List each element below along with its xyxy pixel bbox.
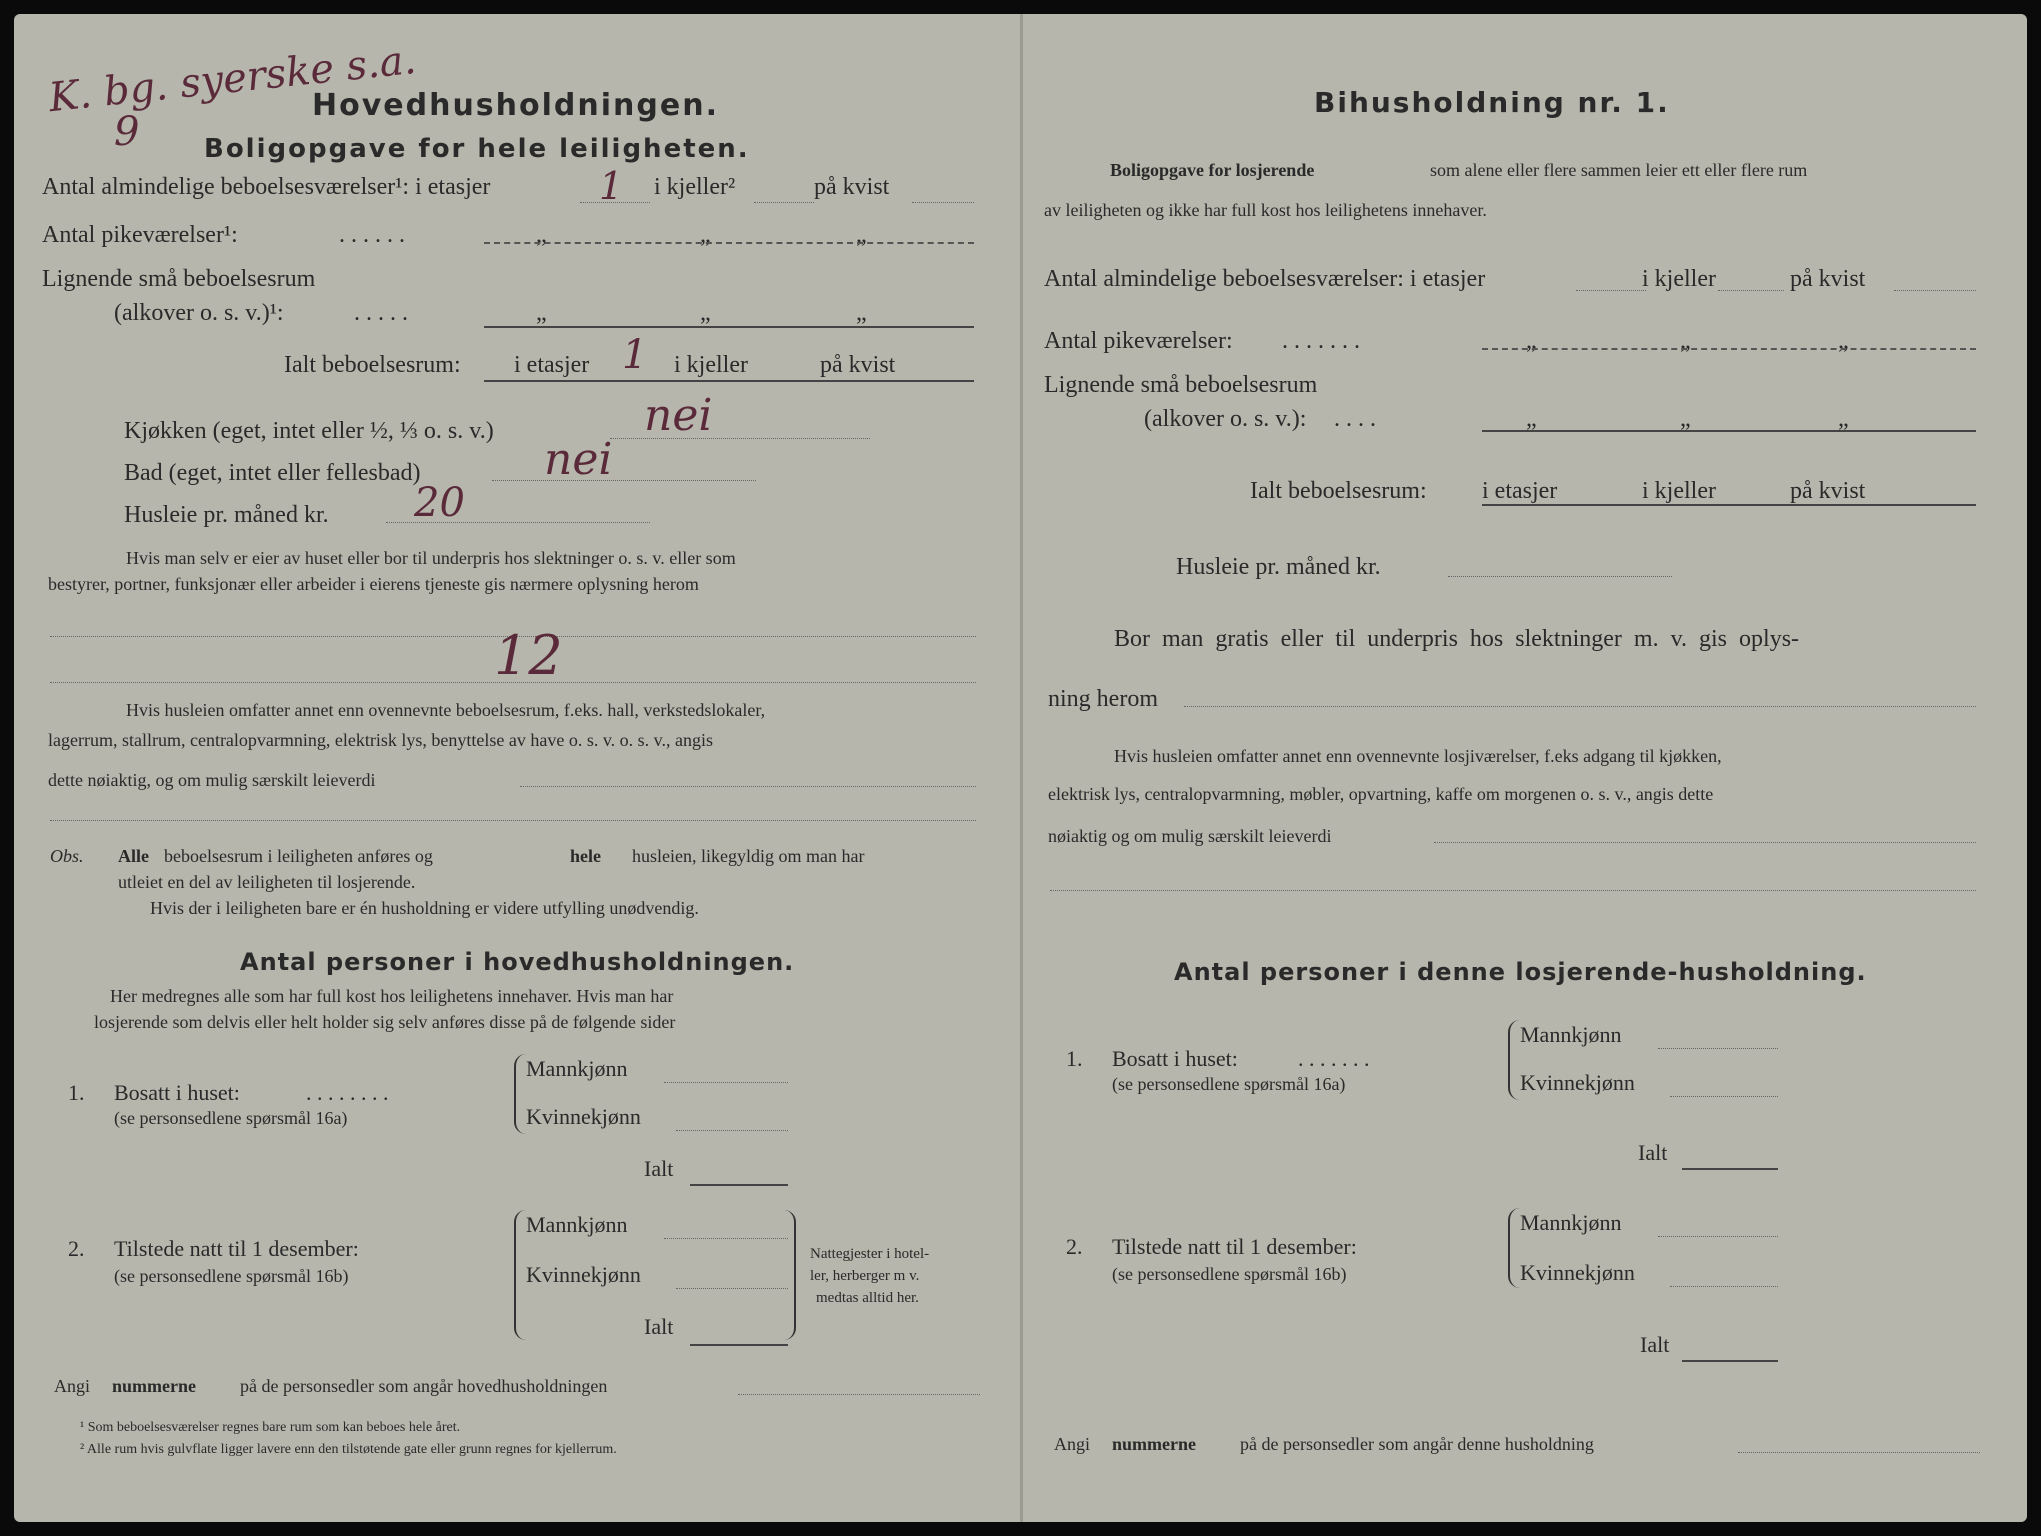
angi-field[interactable] — [738, 1394, 980, 1395]
kjokken-field[interactable] — [610, 438, 870, 439]
obs-label: Obs. — [50, 846, 84, 866]
r-row-pikevaerelser-label: Antal pikeværelser: — [1044, 328, 1233, 354]
ditto-mark: „ — [536, 222, 547, 248]
kjokken-label: Kjøkken (eget, intet eller ½, ⅓ o. s. v.) — [124, 418, 494, 444]
r-husleie-omfatter-line: nøiaktig og om mulig særskilt leieverdi — [1048, 826, 1332, 846]
leieverdi-field[interactable] — [520, 786, 976, 787]
r-ialt-etasjer-label: i etasjer — [1482, 478, 1558, 504]
r-q1-number: 1. — [1066, 1046, 1083, 1071]
angi-text: på de personsedler som angår hovedhusholdningen — [240, 1376, 608, 1396]
r-q1-brace — [1508, 1020, 1520, 1100]
r-q2-kvinne-field[interactable] — [1670, 1286, 1778, 1287]
q1-brace — [514, 1054, 526, 1134]
ditto-mark: „ — [700, 222, 711, 248]
obs-text: utleiet en del av leiligheten til losjerende. — [118, 872, 416, 892]
q1-ialt-label: Ialt — [644, 1156, 674, 1181]
ditto-mark: „ — [700, 300, 711, 326]
ialt-etasjer-value: 1 — [622, 332, 648, 378]
husleie-omfatter-line: dette nøiaktig, og om mulig særskilt leieverdi — [48, 770, 376, 790]
alkover-field[interactable] — [484, 326, 974, 328]
ialt-etasjer-label: i etasjer — [514, 352, 590, 378]
obs-alle: Alle — [118, 846, 149, 866]
bihusholdning-title: Bihusholdning nr. 1. — [1314, 86, 1670, 119]
row-alkover-label: (alkover o. s. v.)¹: — [114, 300, 284, 326]
page-title: Hovedhusholdningen. — [312, 88, 719, 123]
ialt-beboelsesrum-label: Ialt beboelsesrum: — [284, 352, 461, 378]
ditto-mark: „ — [1680, 406, 1691, 432]
ditto-mark: „ — [1838, 328, 1849, 354]
r-husleie-field[interactable] — [1448, 576, 1672, 577]
r-kvist-label: på kvist — [1790, 266, 1866, 292]
nattegjester-note: medtas alltid her. — [816, 1290, 919, 1306]
intro-bold: Boligopgave for losjerende — [1110, 160, 1315, 180]
nattegjester-note: Nattegjester i hotel- — [810, 1246, 930, 1262]
kvist-field[interactable] — [912, 202, 974, 203]
nattegjester-brace — [784, 1210, 796, 1340]
kjeller-field[interactable] — [754, 202, 814, 203]
q1-sub: (se personsedlene spørsmål 16a) — [114, 1108, 348, 1128]
page-fold — [1020, 14, 1023, 1522]
antal-text: Her medregnes alle som har full kost hos leilighetens innehaver. Hvis man har — [110, 986, 674, 1006]
husleie-omfatter-line: lagerrum, stallrum, centralopvarmning, elektrisk lys, benyttelse av have o. s. v. o. s. v., angis — [48, 730, 714, 750]
q1-mann-field[interactable] — [664, 1082, 788, 1083]
eier-paragraph-line: Hvis man selv er eier av huset eller bor til underpris hos slektninger o. s. v. eller som — [126, 548, 736, 568]
ialt-field[interactable] — [484, 380, 974, 382]
r-ialt-kvist-label: på kvist — [1790, 478, 1866, 504]
r-husleie-omfatter-line: Hvis husleien omfatter annet enn ovennevnte losjiværelser, f.eks adgang til kjøkken, — [1114, 746, 1722, 766]
ditto-mark: „ — [856, 222, 867, 248]
r-row-lignende-label: Lignende små beboelsesrum — [1044, 372, 1318, 398]
r-pikevaerelser-field[interactable] — [1482, 348, 1976, 350]
row-dots: . . . . . . — [339, 222, 405, 248]
obs-text: Hvis der i leiligheten bare er én husholdning er videre utfylling unødvendig. — [150, 898, 699, 918]
r-q2-brace — [1508, 1208, 1520, 1288]
q2-mann-label: Mannkjønn — [526, 1212, 628, 1237]
r-kvist-field[interactable] — [1894, 290, 1976, 291]
intro-text: av leiligheten og ikke har full kost hos leilighetens innehaver. — [1044, 200, 1487, 220]
r-q1-mann-field[interactable] — [1658, 1048, 1778, 1049]
ditto-mark: „ — [536, 300, 547, 326]
r-kjeller-label: i kjeller — [1642, 266, 1716, 292]
r-q1-label: Bosatt i huset: — [1112, 1046, 1238, 1071]
r-husleie-label: Husleie pr. måned kr. — [1176, 554, 1381, 580]
obs-text: husleien, likegyldig om man har — [632, 846, 865, 866]
leieverdi-field-2[interactable] — [50, 820, 976, 821]
q2-kvinne-field[interactable] — [676, 1288, 788, 1289]
q2-mann-field[interactable] — [664, 1238, 788, 1239]
husleie-omfatter-line: Hvis husleien omfatter annet enn ovennevnte beboelsesrum, f.eks. hall, verkstedslokaler, — [126, 700, 766, 720]
r-q2-ialt-field[interactable] — [1682, 1360, 1778, 1362]
row-dots: . . . . . — [354, 300, 408, 326]
q2-sub: (se personsedlene spørsmål 16b) — [114, 1266, 349, 1286]
kjeller-label: i kjeller² — [654, 174, 736, 200]
q1-kvinne-label: Kvinnekjønn — [526, 1104, 641, 1129]
pikevaerelser-field[interactable] — [484, 242, 974, 244]
etasjer-value: 1 — [599, 164, 624, 208]
row-dots: . . . . — [1334, 406, 1376, 432]
handwritten-number: 9 — [114, 109, 140, 155]
r-leieverdi-field[interactable] — [1434, 842, 1976, 843]
r-kjeller-field[interactable] — [1718, 290, 1784, 291]
bor-gratis-line: Bor man gratis eller til underpris hos slektninger m. v. gis oplys- — [1114, 626, 1800, 652]
r-angi-label: Angi — [1054, 1434, 1090, 1454]
antal-personer-title: Antal personer i hovedhusholdningen. — [240, 948, 795, 976]
kjokken-value: nei — [644, 390, 713, 441]
antal-text: losjerende som delvis eller helt holder sig selv anføres disse på de følgende sider — [94, 1012, 676, 1032]
r-q1-ialt-field[interactable] — [1682, 1168, 1778, 1170]
r-angi-nummerne: nummerne — [1112, 1434, 1196, 1454]
bor-gratis-line: ning herom — [1048, 686, 1158, 712]
q1-number: 1. — [68, 1080, 85, 1105]
r-q1-kvinne-field[interactable] — [1670, 1096, 1778, 1097]
row-dots: . . . . . . . — [1282, 328, 1360, 354]
angi-label: Angi — [54, 1376, 90, 1396]
r-antal-personer-title: Antal personer i denne losjerende-husholdning. — [1174, 958, 1867, 986]
kvist-label: på kvist — [814, 174, 890, 200]
r-row-almindelige-label: Antal almindelige beboelsesværelser: i etasjer — [1044, 266, 1486, 292]
r-angi-field[interactable] — [1738, 1452, 1980, 1453]
q2-number: 2. — [68, 1236, 85, 1261]
q2-kvinne-label: Kvinnekjønn — [526, 1262, 641, 1287]
ditto-mark: „ — [1526, 328, 1537, 354]
ditto-mark: „ — [856, 300, 867, 326]
q1-label: Bosatt i huset: — [114, 1080, 240, 1105]
r-etasjer-field[interactable] — [1576, 290, 1646, 291]
ditto-mark: „ — [1838, 406, 1849, 432]
q1-mann-label: Mannkjønn — [526, 1056, 628, 1081]
bad-value: nei — [544, 434, 613, 485]
ialt-kvist-label: på kvist — [820, 352, 896, 378]
q2-ialt-label: Ialt — [644, 1314, 674, 1339]
husleie-value: 20 — [414, 480, 465, 526]
eier-field-2[interactable] — [50, 682, 976, 683]
r-q2-mann-field[interactable] — [1658, 1236, 1778, 1237]
q2-ialt-field[interactable] — [690, 1344, 788, 1346]
intro-text: som alene eller flere sammen leier ett eller flere rum — [1430, 160, 1808, 180]
row-almindelige-label: Antal almindelige beboelsesværelser¹: i etasjer — [42, 174, 491, 200]
r-q2-ialt-label: Ialt — [1640, 1332, 1670, 1357]
r-ialt-kjeller-label: i kjeller — [1642, 478, 1716, 504]
nattegjester-note: ler, herberger m v. — [810, 1268, 920, 1284]
r-q2-kvinne-label: Kvinnekjønn — [1520, 1260, 1635, 1285]
r-husleie-omfatter-line: elektrisk lys, centralopvarmning, møbler, opvartning, kaffe om morgenen o. s. v., angis dette — [1048, 784, 1714, 804]
handwritten-12: 12 — [494, 624, 563, 687]
r-q1-sub: (se personsedlene spørsmål 16a) — [1112, 1074, 1346, 1094]
q2-label: Tilstede natt til 1 desember: — [114, 1236, 359, 1261]
q1-dots: . . . . . . . . — [306, 1080, 389, 1105]
page-subtitle: Boligopgave for hele leiligheten. — [204, 134, 750, 164]
r-q1-kvinne-label: Kvinnekjønn — [1520, 1070, 1635, 1095]
r-q2-label: Tilstede natt til 1 desember: — [1112, 1234, 1357, 1259]
r-ialt-beboelsesrum-label: Ialt beboelsesrum: — [1250, 478, 1427, 504]
q2-brace — [514, 1210, 526, 1340]
footnote-1: ¹ Som beboelsesværelser regnes bare rum som kan beboes hele året. — [80, 1420, 461, 1435]
r-q2-mann-label: Mannkjønn — [1520, 1210, 1622, 1235]
r-row-alkover-label: (alkover o. s. v.): — [1144, 406, 1307, 432]
angi-nummerne: nummerne — [112, 1376, 196, 1396]
r-alkover-field[interactable] — [1482, 430, 1976, 432]
obs-hele: hele — [570, 846, 601, 866]
ialt-kjeller-label: i kjeller — [674, 352, 748, 378]
handwritten-occupation: K. bg. syerske s.a. — [46, 36, 419, 122]
r-q2-sub: (se personsedlene spørsmål 16b) — [1112, 1264, 1347, 1284]
r-ialt-field[interactable] — [1482, 504, 1976, 506]
ditto-mark: „ — [1680, 328, 1691, 354]
r-q1-mann-label: Mannkjønn — [1520, 1022, 1622, 1047]
r-q2-number: 2. — [1066, 1234, 1083, 1259]
row-lignende-label: Lignende små beboelsesrum — [42, 266, 316, 292]
husleie-label: Husleie pr. måned kr. — [124, 502, 329, 528]
r-q1-dots: . . . . . . . — [1298, 1046, 1370, 1071]
eier-paragraph-line: bestyrer, portner, funksjonær eller arbeider i eierens tjeneste gis nærmere oplysning herom — [48, 574, 699, 594]
obs-text: beboelsesrum i leiligheten anføres og — [164, 846, 433, 866]
q1-ialt-field[interactable] — [690, 1184, 788, 1186]
q1-kvinne-field[interactable] — [676, 1130, 788, 1131]
census-form-sheet — [14, 14, 2027, 1522]
r-q1-ialt-label: Ialt — [1638, 1140, 1668, 1165]
ditto-mark: „ — [1526, 406, 1537, 432]
bad-field[interactable] — [492, 480, 756, 481]
r-leieverdi-field-2[interactable] — [1050, 890, 1976, 891]
bor-gratis-field[interactable] — [1184, 706, 1976, 707]
r-angi-text: på de personsedler som angår denne husholdning — [1240, 1434, 1594, 1454]
row-pikevaerelser-label: Antal pikeværelser¹: — [42, 222, 238, 248]
footnote-2: ² Alle rum hvis gulvflate ligger lavere enn den tilstøtende gate eller grunn regnes for kjellerrum. — [80, 1442, 617, 1457]
husleie-field[interactable] — [386, 522, 650, 523]
bad-label: Bad (eget, intet eller fellesbad) — [124, 460, 421, 486]
